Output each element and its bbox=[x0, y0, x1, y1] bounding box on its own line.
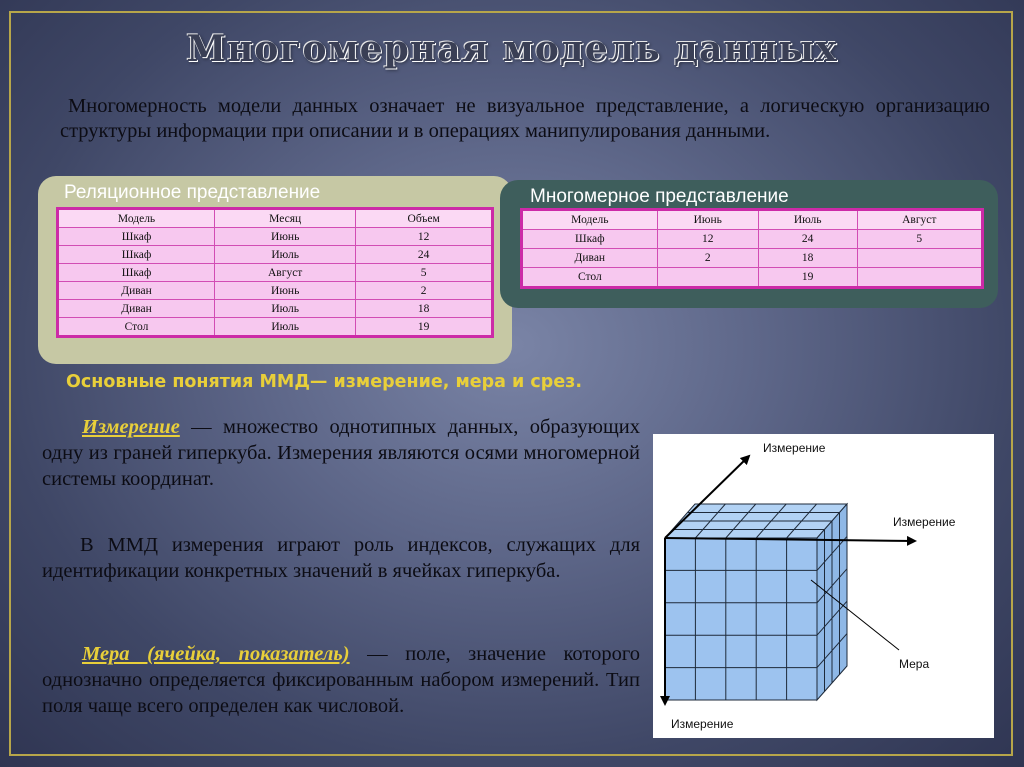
mm-table-cell: 2 bbox=[657, 249, 758, 268]
rel-table-cell: 19 bbox=[356, 318, 493, 337]
rel-header-cell: Модель bbox=[58, 209, 215, 228]
rel-header-cell: Месяц bbox=[215, 209, 356, 228]
mm-header-cell: Модель bbox=[522, 210, 658, 230]
rel-table-cell: Июль bbox=[215, 300, 356, 318]
rel-header-cell: Объем bbox=[356, 209, 493, 228]
axis-bottom-label: Измерение bbox=[671, 717, 734, 731]
measure-paragraph bbox=[42, 641, 640, 719]
rel-table-cell: Диван bbox=[58, 300, 215, 318]
rel-table-row bbox=[58, 228, 493, 246]
relational-table bbox=[56, 207, 494, 338]
rel-table-cell: Стол bbox=[58, 318, 215, 337]
mm-table-cell: 5 bbox=[857, 230, 983, 249]
rel-table-cell: 18 bbox=[356, 300, 493, 318]
rel-table-cell: 2 bbox=[356, 282, 493, 300]
mm-table-cell: Стол bbox=[522, 268, 658, 288]
rel-table-row bbox=[58, 264, 493, 282]
rel-table-row bbox=[58, 300, 493, 318]
mm-table-cell bbox=[857, 249, 983, 268]
rel-table-cell: Июнь bbox=[215, 282, 356, 300]
mm-header-row bbox=[522, 210, 983, 230]
rel-table-cell: 12 bbox=[356, 228, 493, 246]
rel-table-cell: Август bbox=[215, 264, 356, 282]
rel-table-cell: Июнь bbox=[215, 228, 356, 246]
mm-table-cell: Шкаф bbox=[522, 230, 658, 249]
measure-label: Мера bbox=[899, 657, 930, 671]
mm-header-cell: Август bbox=[857, 210, 983, 230]
axis-top-label: Измерение bbox=[763, 441, 826, 455]
rel-table-cell: 24 bbox=[356, 246, 493, 264]
rel-table-row bbox=[58, 282, 493, 300]
mm-table-cell bbox=[657, 268, 758, 288]
relational-label: Реляционное представление bbox=[64, 182, 321, 203]
mm-table-cell: 19 bbox=[758, 268, 857, 288]
dimension-paragraph bbox=[42, 414, 640, 492]
axis-right-label: Измерение bbox=[893, 515, 956, 529]
hypercube-diagram bbox=[653, 434, 994, 738]
rel-table-cell: Шкаф bbox=[58, 228, 215, 246]
intro-paragraph: Многомерность модели данных означает не визуальное представление, а логическую организацию структуры информации при описании и в операциях манипулирования данными. bbox=[60, 95, 990, 142]
rel-table-cell: Шкаф bbox=[58, 264, 215, 282]
hypercube-svg bbox=[653, 434, 994, 738]
rel-table-cell: Июль bbox=[215, 318, 356, 337]
dimension-text: — множество однотипных данных, образующих одну из граней гиперкуба. Измерения являются осями многомерной системы координат. bbox=[42, 416, 640, 490]
mm-table-cell: Диван bbox=[522, 249, 658, 268]
mm-table-cell bbox=[857, 268, 983, 288]
concepts-heading: Основные понятия ММД— измерение, мера и срез. bbox=[66, 372, 583, 392]
dimension-term: Измерение bbox=[82, 416, 180, 438]
multidimensional-table bbox=[520, 208, 984, 289]
measure-term: Мера (ячейка, показатель) bbox=[82, 643, 350, 665]
mm-table-cell: 18 bbox=[758, 249, 857, 268]
mm-table-cell: 12 bbox=[657, 230, 758, 249]
rel-table-cell: Июль bbox=[215, 246, 356, 264]
page-title: Многомерная модель данных bbox=[186, 28, 838, 70]
rel-header-row bbox=[58, 209, 493, 228]
rel-table-cell: Шкаф bbox=[58, 246, 215, 264]
multidimensional-label: Многомерное представление bbox=[530, 186, 789, 207]
mm-table-row bbox=[522, 230, 983, 249]
mm-header-cell: Июнь bbox=[657, 210, 758, 230]
rel-table-row bbox=[58, 246, 493, 264]
measure-text: — поле, значение которого однозначно определяется фиксированным набором измерений. Тип поля чаще всего определен как числовой. bbox=[42, 643, 641, 717]
rel-table-row bbox=[58, 318, 493, 337]
rel-table-cell: 5 bbox=[356, 264, 493, 282]
mm-table-cell: 24 bbox=[758, 230, 857, 249]
cube-front-face bbox=[665, 538, 817, 700]
rel-table-cell: Диван bbox=[58, 282, 215, 300]
mm-header-cell: Июль bbox=[758, 210, 857, 230]
mm-table-row bbox=[522, 249, 983, 268]
dimension-role-paragraph: В ММД измерения играют роль индексов, служащих для идентификации конкретных значений в ячейках гиперкуба. bbox=[42, 534, 640, 582]
mm-table-row bbox=[522, 268, 983, 288]
